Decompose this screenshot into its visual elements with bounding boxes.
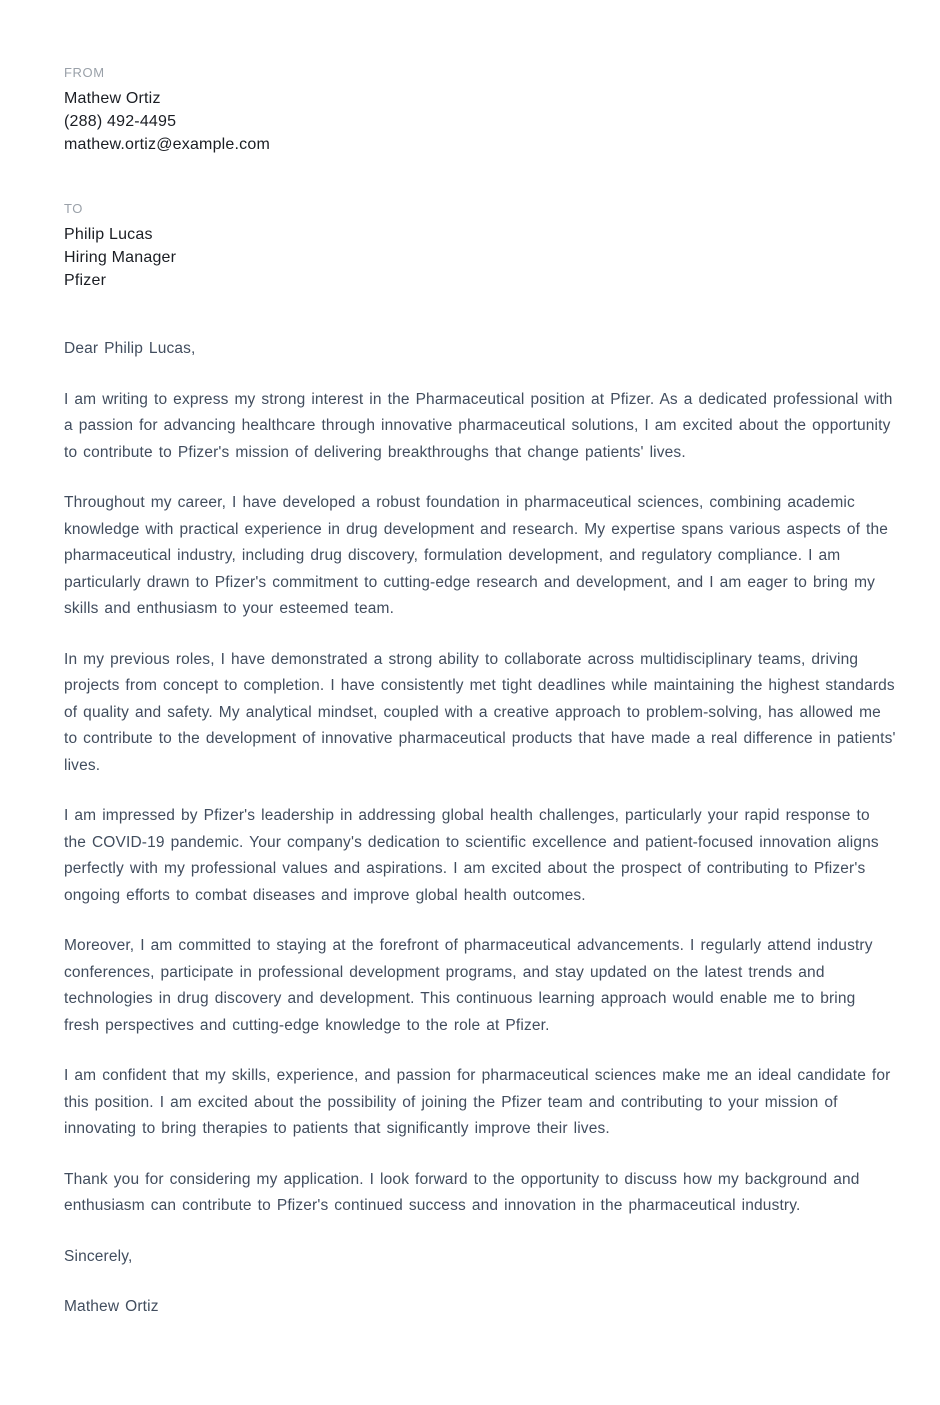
to-section bbox=[64, 200, 896, 292]
letter-paragraph: I am impressed by Pfizer's leadership in addressing global health challenges, particularly your rapid response to the COVID-19 pandemic. Your company's dedication to scientific excellence and patient-focused innovation aligns perfectly with my professional values and aspirations. I am excited about the prospect of contributing to Pfizer's ongoing efforts to combat diseases and improve global health outcomes. bbox=[64, 807, 879, 904]
letter-paragraph: Moreover, I am committed to staying at the forefront of pharmaceutical advancements. I regularly attend industry conferences, participate in professional development programs, and stay updated on the latest trends and technologies in drug discovery and development. This continuous learning approach would enable me to bring fresh perspectives and cutting-edge knowledge to the role at Pfizer. bbox=[64, 937, 873, 1034]
signature-name: Mathew Ortiz bbox=[64, 1298, 159, 1315]
letter-paragraph: I am writing to express my strong interest in the Pharmaceutical position at Pfizer. As a dedicated professional with a passion for advancing healthcare through innovative pharmaceutical solutions, I am excited about the opportunity to contribute to Pfizer's mission of delivering breakthroughs that change patients' lives. bbox=[64, 390, 893, 461]
closing-salutation: Sincerely, bbox=[64, 1247, 133, 1265]
letter-paragraph: Throughout my career, I have developed a robust foundation in pharmaceutical sciences, combining academic knowledge with practical experience in drug development and research. My expertise spans various aspects of the pharmaceutical industry, including drug discovery, formulation development, and regulatory compliance. I am particularly drawn to Pfizer's commitment to cutting-edge research and development, and I am eager to bring my skills and enthusiasm to your esteemed team. bbox=[64, 494, 889, 617]
recipient-title: Hiring Manager bbox=[64, 249, 177, 266]
recipient-name: Philip Lucas bbox=[64, 226, 153, 243]
recipient-company: Pfizer bbox=[64, 272, 107, 289]
letter-paragraph: I am confident that my skills, experience, and passion for pharmaceutical sciences make me an ideal candidate for this position. I am excited about the possibility of joining the Pfizer team and contributing to your mission of innovating to bring therapies to patients that significantly improve their lives. bbox=[64, 1067, 891, 1137]
sender-phone: (288) 492-4495 bbox=[64, 113, 177, 130]
from-section bbox=[64, 64, 896, 156]
to-label: TO bbox=[64, 201, 84, 216]
from-label: FROM bbox=[64, 65, 105, 80]
letter-paragraph: Thank you for considering my application. I look forward to the opportunity to discuss how my background and enthusiasm can contribute to Pfizer's continued success and innovation in the pharmaceutical industry. bbox=[64, 1170, 860, 1214]
greeting: Dear Philip Lucas, bbox=[64, 340, 196, 357]
letter-paragraph: In my previous roles, I have demonstrated a strong ability to collaborate across multidisciplinary teams, driving projects from concept to completion. I have consistently met tight deadlines while maintaining the highest standards of quality and safety. My analytical mindset, coupled with a creative approach to problem-solving, has allowed me to contribute to the development of innovative pharmaceutical products that have made a real difference in patients' lives. bbox=[64, 650, 896, 774]
letter-body bbox=[64, 336, 896, 1321]
sender-name: Mathew Ortiz bbox=[64, 90, 161, 107]
sender-email: mathew.ortiz@example.com bbox=[64, 136, 271, 153]
